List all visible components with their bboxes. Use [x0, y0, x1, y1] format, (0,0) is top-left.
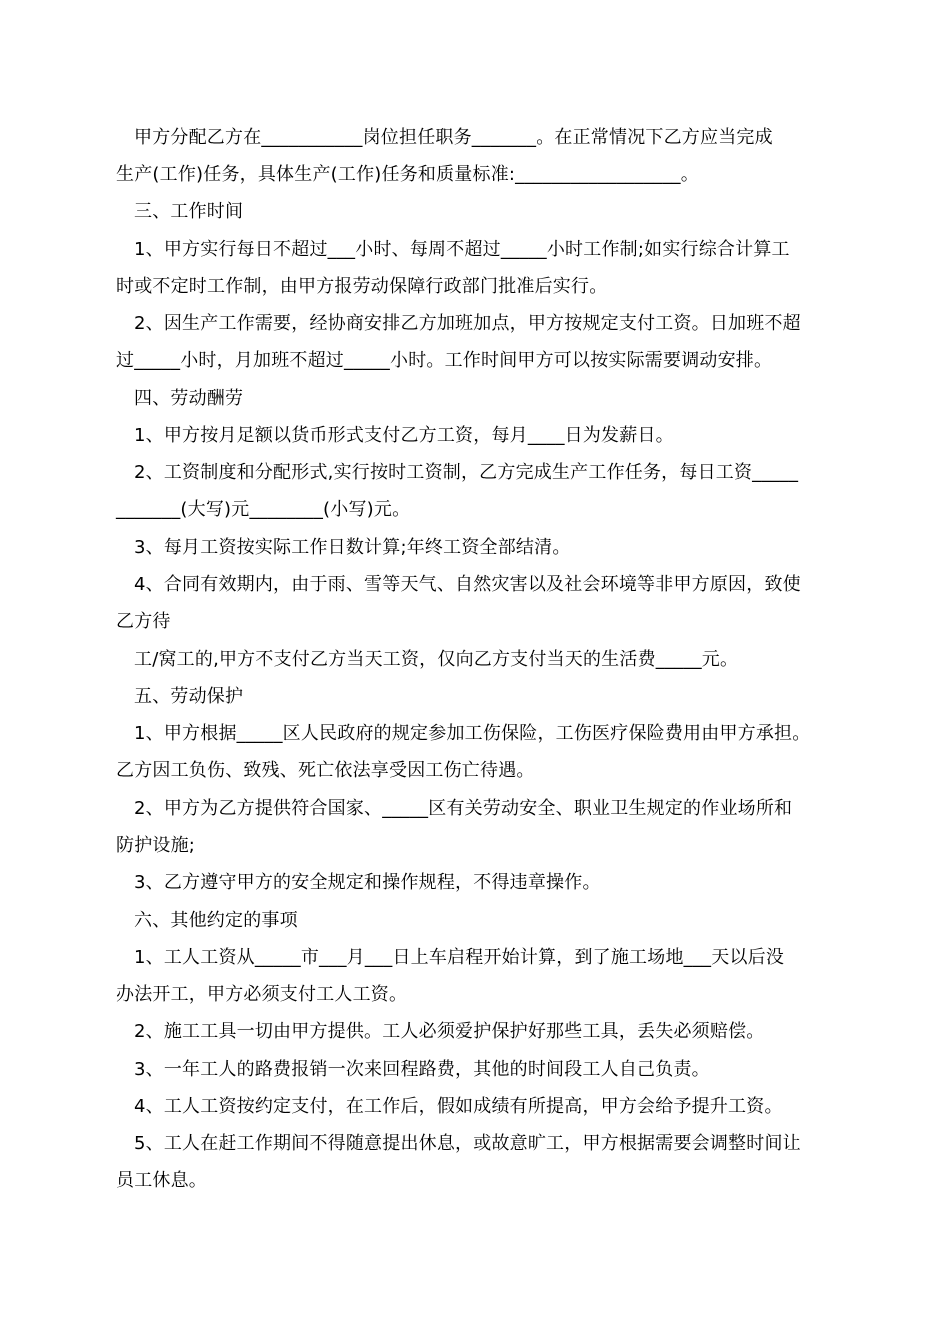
paragraph-line: 3、乙方遵守甲方的安全规定和操作规程，不得违章操作。	[134, 872, 601, 893]
paragraph-line: 3、一年工人的路费报销一次来回程路费，其他的时间段工人自己负责。	[134, 1059, 710, 1080]
paragraph-line: 2、甲方为乙方提供符合国家、_____区有关劳动安全、职业卫生规定的作业场所和	[134, 798, 793, 819]
paragraph-line: 4、工人工资按约定支付，在工作后，假如成绩有所提高，甲方会给予提升工资。	[134, 1096, 783, 1117]
paragraph-line: 甲方分配乙方在___________岗位担任职务_______。在正常情况下乙方应当完成	[134, 127, 773, 148]
paragraph-line: 防护设施;	[116, 835, 196, 856]
paragraph-line: 时或不定时工作制，由甲方报劳动保障行政部门批准后实行。	[116, 276, 608, 297]
paragraph-line: 办法开工，甲方必须支付工人工资。	[116, 984, 408, 1005]
paragraph-line: 5、工人在赶工作期间不得随意提出休息，或故意旷工，甲方根据需要会调整时间让	[134, 1133, 801, 1154]
paragraph-line: 1、甲方实行每日不超过___小时、每周不超过_____小时工作制;如实行综合计算工	[134, 239, 790, 260]
paragraph-line: 过_____小时，月加班不超过_____小时。工作时间甲方可以按实际需要调动安排。	[116, 350, 773, 371]
paragraph-line: 4、合同有效期内，由于雨、雪等天气、自然灾害以及社会环境等非甲方原因，致使	[134, 574, 801, 595]
section-heading: 五、劳动保护	[134, 686, 244, 707]
paragraph-line: 乙方待	[116, 611, 171, 632]
paragraph-line: 2、工资制度和分配形式,实行按时工资制，乙方完成生产工作任务，每日工资_____	[134, 462, 799, 483]
paragraph-line: 生产(工作)任务，具体生产(工作)任务和质量标准:__________________。	[116, 164, 699, 185]
section-heading: 四、劳动酬劳	[134, 388, 244, 409]
paragraph-line: 2、因生产工作需要，经协商安排乙方加班加点，甲方按规定支付工资。日加班不超	[134, 313, 801, 334]
section-heading: 六、其他约定的事项	[134, 910, 298, 931]
paragraph-line: 1、甲方按月足额以货币形式支付乙方工资，每月____日为发薪日。	[134, 425, 674, 446]
paragraph-line: _______(大写)元________(小写)元。	[116, 499, 411, 520]
paragraph-line: 1、工人工资从_____市___月___日上车启程开始计算，到了施工场地___天以后没	[134, 947, 785, 968]
section-heading: 三、工作时间	[134, 201, 244, 222]
paragraph-line: 乙方因工负伤、致残、死亡依法享受因工伤亡待遇。	[116, 760, 535, 781]
paragraph-line: 1、甲方根据_____区人民政府的规定参加工伤保险，工伤医疗保险费用由甲方承担。	[134, 723, 811, 744]
paragraph-line: 工/窝工的,甲方不支付乙方当天工资，仅向乙方支付当天的生活费_____元。	[134, 649, 739, 670]
paragraph-line: 2、施工工具一切由甲方提供。工人必须爱护保护好那些工具，丢失必须赔偿。	[134, 1021, 765, 1042]
paragraph-line: 3、每月工资按实际工作日数计算;年终工资全部结清。	[134, 537, 571, 558]
paragraph-line: 员工休息。	[116, 1170, 207, 1191]
